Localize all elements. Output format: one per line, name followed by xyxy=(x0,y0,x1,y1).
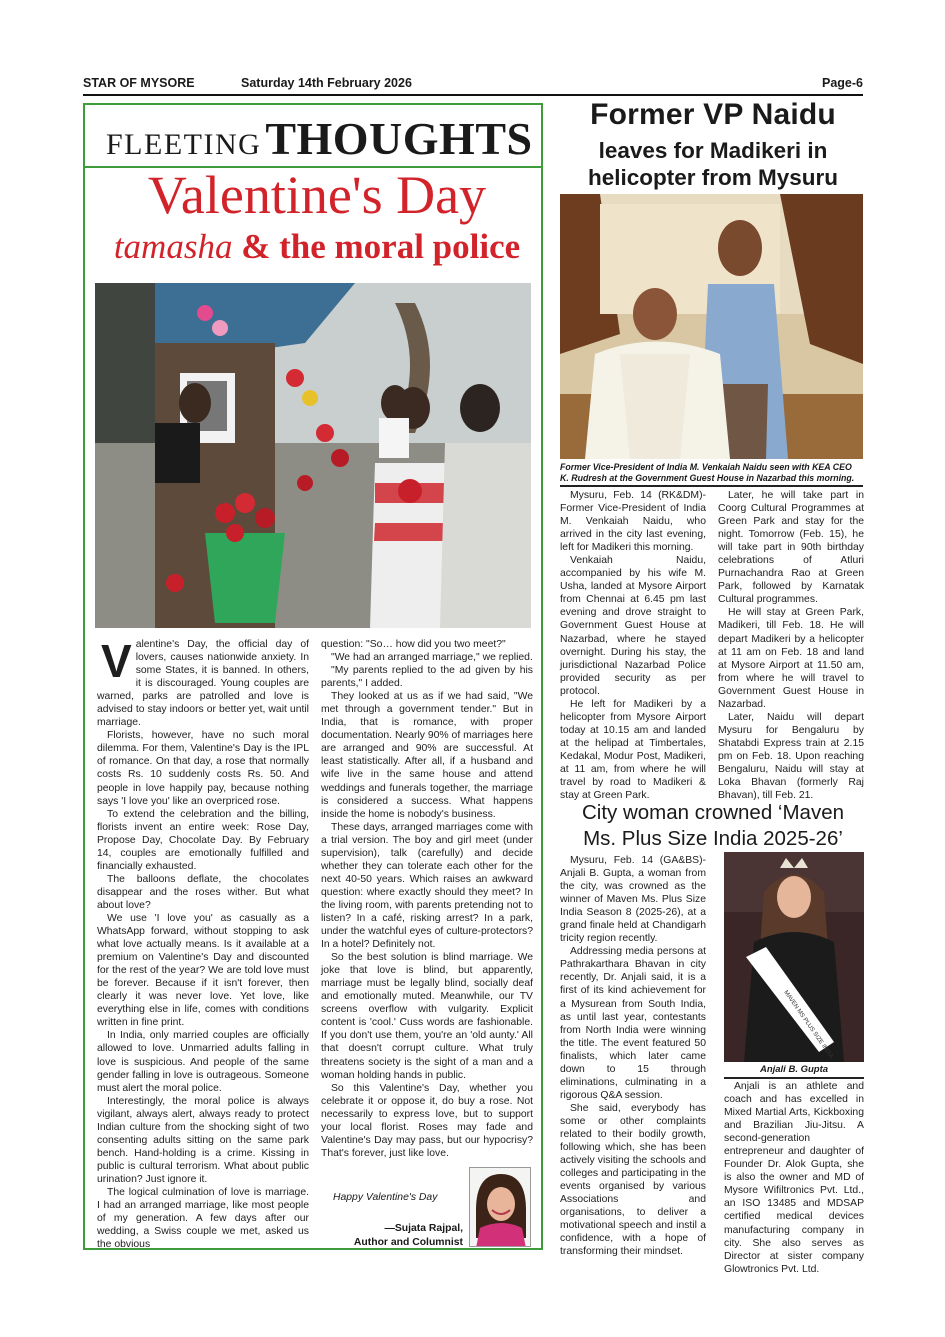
vp-subheadline xyxy=(558,137,868,191)
column-para-1-text: alentine's Day, the official day of lovers, causes nationwide anxiety. In some States, it is banned. In others, it is discouraged. Young couples are warned, parks are patrolled and love is advised to stay indoors or better yet, wait until marriage. xyxy=(97,639,309,729)
anjali-photo-illustration xyxy=(724,852,864,1062)
vp-para: He will stay at Green Park, Madikeri, till Feb. 18. He will depart Madikeri by a helicopter at 11 am on Feb. 18 and land at Mysore Airport at 11.50 am, from where he will travel to Government Guest House in Nazarbad. xyxy=(718,607,864,710)
column-title-small: FLEETING xyxy=(106,128,262,161)
vp-para: Mysuru, Feb. 14 (RK&DM)- Former Vice-President of India M. Venkaiah Naidu, who arrived in the city last evening, left for Madikeri this morning. xyxy=(560,490,706,554)
headline-italic: tamasha xyxy=(113,227,233,266)
city-text-col2 xyxy=(724,1080,864,1276)
column-title xyxy=(106,112,533,165)
vp-photo-caption xyxy=(560,462,870,484)
column-para: We use 'I love you' as casually as a WhatsApp forward, without stopping to ask what love actually means. Is it available at a premium on Valentine's Day and discounted for the rest of the year? We are told love must be forever. Because if it isn't forever, then clearly it was never love. Yet love, like everything else in life, comes with conditions written in fine print. xyxy=(97,912,309,1029)
column-para-1 xyxy=(97,635,309,729)
author-portrait xyxy=(470,1168,531,1247)
vp-headline: Former VP Naidu xyxy=(590,98,836,131)
author-photo xyxy=(469,1167,531,1247)
column-box xyxy=(83,103,543,1250)
column-para: These days, arranged marriages come with a trial version. The boy and girl meet (under supervision), talk (carefully) and decide whether they can tolerate each other for the next 40-50 years. Which raises an awkward question: where exactly should they meet? In the living room, with parents pretending not to listen? In a café, risking arrest? In a park, under the watchful eyes of culture-protectors? In a hotel? Definitely not. xyxy=(321,821,533,951)
anjali-caption-rule xyxy=(724,1077,864,1079)
city-para: Anjali is an athlete and coach and has excelled in Mixed Martial Arts, Kickboxing and Brazilian Jiu-Jitsu. A second-generation entrepreneur and daughter of Founder Dr. Alok Gupta, she is also the owner and MD of Mysore Wifiltronics Pvt. Ltd., an ISO 13485 and MDSAP certified medical devices manufacturing company in city. She also serves as Director at sister company Glowtronics Pvt. Ltd. xyxy=(724,1081,864,1275)
vp-text-col1 xyxy=(560,489,706,802)
column-para: So this Valentine's Day, whether you celebrate it or oppose it, do buy a rose. Not necessarily to express love, but to support your local florist. Roses may fade and Valentine's Day may pass, but our hypocrisy? That's forever, just like love. xyxy=(321,1082,533,1159)
anjali-gupta-photo xyxy=(724,852,864,1062)
vp-para: Later, he will take part in Coorg Cultural Programmes at Green Park and stay for the night. Tomorrow (Feb. 15), he will take part in 90th birthday celebrations of Atluri Purnachandra Rao at Green Park, followed by Karnatak Cultural programmes. xyxy=(718,490,864,606)
column-subheadline xyxy=(97,227,537,267)
column-para: To extend the celebration and the billing, florists invent an entire week: Rose Day, Propose Day, Chocolate Day. By February 14, couples are emotionally fulfilled and financially exhausted. xyxy=(97,808,309,872)
author-role: Author and Columnist xyxy=(353,1236,463,1248)
column-para: question: "So… how did you two meet?" xyxy=(321,639,506,650)
paper-name: STAR OF MYSORE xyxy=(83,76,195,90)
vp-para: He left for Madikeri by a helicopter from Mysore Airport today at 10.15 am and landed at the helipad at Timbertales, Kedakal, Modur Post, Madikeri, at 11 am, from where he will travel by road to Madikeri & stay at Green Park. xyxy=(560,698,706,802)
city-para: Addressing media persons at Pathrakarthara Bhavan in city recently, Dr. Anjali said, it is a first of its kind achievement for a Mysurean from South India, as until last year, contestants from North India were winning the title. The event featured 50 finalists, which later came down to 15 through eliminations, culminating in a rigorous Q&A session. xyxy=(560,946,706,1101)
column-para: Interestingly, the moral police is always vigilant, always alert, always ready to protect Indian culture from the shocking sight of two consenting adults sitting on the same park bench. Hand-holding is a crime. Kissing in public is cultural terrorism. What about public urination? Just ignore it. xyxy=(97,1095,309,1185)
vp-naidu-photo xyxy=(560,194,863,459)
city-text-col1 xyxy=(560,854,706,1258)
vp-caption-line1: Former Vice-President of India M. Venkaiah Naidu seen with KEA CEO xyxy=(560,462,852,472)
column-text-col2 xyxy=(321,638,533,1160)
masthead xyxy=(83,74,863,94)
city-para: She said, everybody has some or other complaints related to their bodily growth, following which, she has been actively visiting the schools and colleges and participating in the events organised by various Associations and organisations, to deliver a motivational speech and instil a confidence, with a hope of transforming their mindset. xyxy=(560,1102,706,1258)
vp-photo-illustration xyxy=(560,194,863,459)
flower-stall-photo xyxy=(95,283,531,628)
vp-caption-rule xyxy=(560,485,863,487)
column-title-big: THOUGHTS xyxy=(265,113,533,164)
city-para: Mysuru, Feb. 14 (GA&BS)- Anjali B. Gupta, a woman from the city, was crowned as the winner of Maven Ms. Plus Size India Season 8 (2025-26), at a grand finale held at Chandigarh tricity region recently. xyxy=(560,855,706,945)
city-headline-line1: City woman crowned ‘Maven xyxy=(581,801,845,824)
vp-subheadline-line1: leaves for Madikeri in xyxy=(598,138,828,163)
flower-stall-illustration xyxy=(95,283,531,628)
anjali-photo-caption: Anjali B. Gupta xyxy=(759,1064,829,1075)
vp-para: Later, Naidu will depart Mysuru for Bengaluru by Shatabdi Express train at 2.15 pm on Feb. 18. Upon reaching Bengaluru, Naidu will stay at Loka Bhavan (formerly Raj Bhavan), till Feb. 21. xyxy=(718,711,864,802)
column-para: "My parents replied to the ad given by his parents," I added. xyxy=(321,665,533,690)
drop-cap: V xyxy=(101,635,132,687)
sash-text: MAVEN MS PLUS SIZE INDIA xyxy=(782,989,835,1060)
city-headline-line2: Ms. Plus Size India 2025-26’ xyxy=(583,827,843,850)
masthead-rule xyxy=(83,94,863,96)
column-para: The balloons deflate, the chocolates disappear and the roses wither. But what about love? xyxy=(97,873,309,911)
column-para: The logical culmination of love is marriage. I had an arranged marriage, like most people of my generation. A few days after our wedding, a Swiss couple we met, asked us the obvious xyxy=(97,1186,309,1251)
sign-off: Happy Valentine's Day xyxy=(333,1192,438,1203)
author-signature xyxy=(319,1222,463,1249)
vp-text-col2 xyxy=(718,489,864,802)
column-text-col1 xyxy=(97,635,309,1251)
issue-date: Saturday 14th February 2026 xyxy=(241,76,412,90)
column-para: Florists, however, have no such moral dilemma. For them, Valentine's Day is the IPL of romance. On that day, a rose that normally costs Rs. 10 suddenly costs Rs. 50. And people in love happily pay, because nothing says 'I love you' like an overpriced rose. xyxy=(97,730,309,807)
column-headline: Valentine's Day xyxy=(147,165,487,225)
page-number: Page-6 xyxy=(822,76,863,90)
city-headline xyxy=(558,800,868,852)
column-para: So the best solution is blind marriage. We joke that love is blind, but apparently, marriage must be legally blind, socially deaf and emotionally muted. Meanwhile, our TV screens overflow with vulgarity. Explicit content is 'cool.' Cuss words are fashionable. If you don't use them, you're an 'old aunty.' All that doesn't corrupt culture. What truly threatens society is the sight of a man and a woman holding hands in public. xyxy=(321,952,533,1081)
column-para: They looked at us as if we had said, "We met through a government tender." But in India, that is romance, with proper documentation. Nearly 90% of marriages here are arranged and 90% are successful. At least statistically. After all, if a husband and wife live in the same house and attend weddings and funerals together, the marriage is considered a success. What happens inside the home is nobody's business. xyxy=(321,691,533,820)
column-para: "We had an arranged marriage," we replied. xyxy=(331,652,533,664)
column-para: In India, only married couples are officially allowed to love. Unmarried adults falling in love is suspicious. And people of the same gender falling in love is outrageous. Someone must alert the moral police. xyxy=(97,1030,309,1094)
headline-rest: & the moral police xyxy=(232,227,521,266)
author-name: —Sujata Rajpal, xyxy=(384,1223,463,1234)
vp-subheadline-line2: helicopter from Mysuru xyxy=(587,165,839,190)
vp-para: Venkaiah Naidu, accompanied by his wife M. Usha, landed at Mysore Airport from Chennai at 6.45 pm last evening and drove straight to Government Guest House at Nazarbad, where he stayed overnight. During his stay, the jurisdictional Nazarbad Police provided security as per protocol. xyxy=(560,555,706,697)
vp-caption-line2: K. Rudresh at the Government Guest House in Nazarbad this morning. xyxy=(560,473,855,483)
